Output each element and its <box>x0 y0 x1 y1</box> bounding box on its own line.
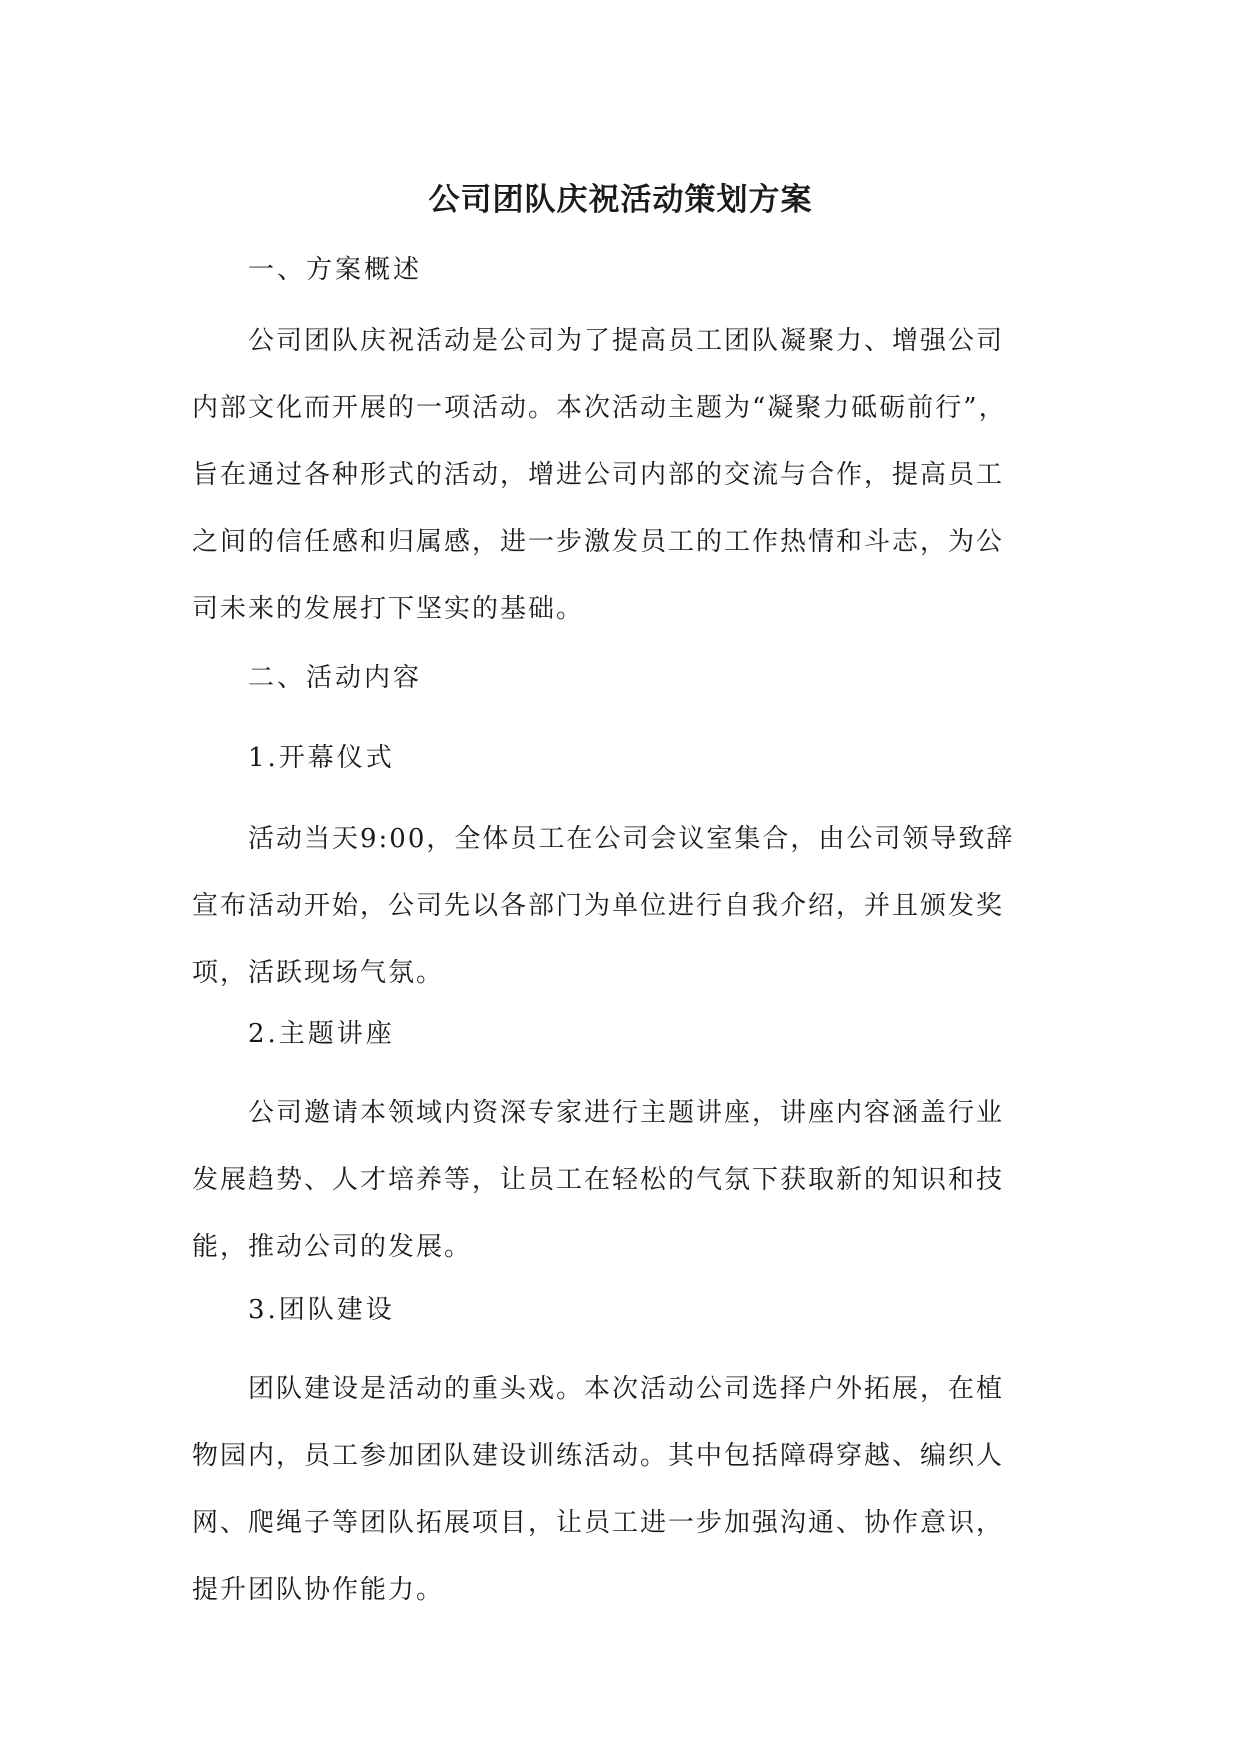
paragraph-line: 公司团队庆祝活动是公司为了提高员工团队凝聚力、增强公司 <box>248 326 1005 356</box>
paragraph-line: 宣布活动开始，公司先以各部门为单位进行自我介绍，并且颁发奖 <box>192 891 1005 921</box>
item-heading-teambuilding: 3.团队建设 <box>248 1295 395 1325</box>
paragraph-opening <box>192 806 1052 1007</box>
section-heading-overview: 一、方案概述 <box>248 255 423 285</box>
paragraph-lecture <box>192 1080 1052 1281</box>
item-heading-lecture: 2.主题讲座 <box>248 1019 395 1049</box>
paragraph-line: 之间的信任感和归属感，进一步激发员工的工作热情和斗志，为公 <box>192 527 1005 557</box>
document-title: 公司团队庆祝活动策划方案 <box>428 182 813 218</box>
paragraph-line: 团队建设是活动的重头戏。本次活动公司选择户外拓展，在植 <box>248 1374 1005 1404</box>
paragraph-line: 活动当天9:00，全体员工在公司会议室集合，由公司领导致辞 <box>248 824 1015 854</box>
section-heading-content: 二、活动内容 <box>248 663 423 693</box>
paragraph-line: 能，推动公司的发展。 <box>192 1232 473 1262</box>
paragraph-line: 司未来的发展打下坚实的基础。 <box>192 594 585 624</box>
paragraph-line: 网、爬绳子等团队拓展项目，让员工进一步加强沟通、协作意识， <box>192 1508 1005 1538</box>
paragraph-line: 发展趋势、人才培养等，让员工在轻松的气氛下获取新的知识和技 <box>192 1165 1005 1195</box>
paragraph-overview <box>192 308 1052 643</box>
paragraph-line: 旨在通过各种形式的活动，增进公司内部的交流与合作，提高员工 <box>192 460 1005 490</box>
paragraph-line: 内部文化而开展的一项活动。本次活动主题为“凝聚力砥砺前行”， <box>192 393 1007 423</box>
item-heading-opening: 1.开幕仪式 <box>248 743 395 773</box>
paragraph-line: 项，活跃现场气氛。 <box>192 958 445 988</box>
paragraph-line: 物园内，员工参加团队建设训练活动。其中包括障碍穿越、编织人 <box>192 1441 1005 1471</box>
paragraph-line: 提升团队协作能力。 <box>192 1575 445 1605</box>
paragraph-line: 公司邀请本领域内资深专家进行主题讲座，讲座内容涵盖行业 <box>248 1098 1005 1128</box>
paragraph-teambuilding <box>192 1356 1052 1624</box>
